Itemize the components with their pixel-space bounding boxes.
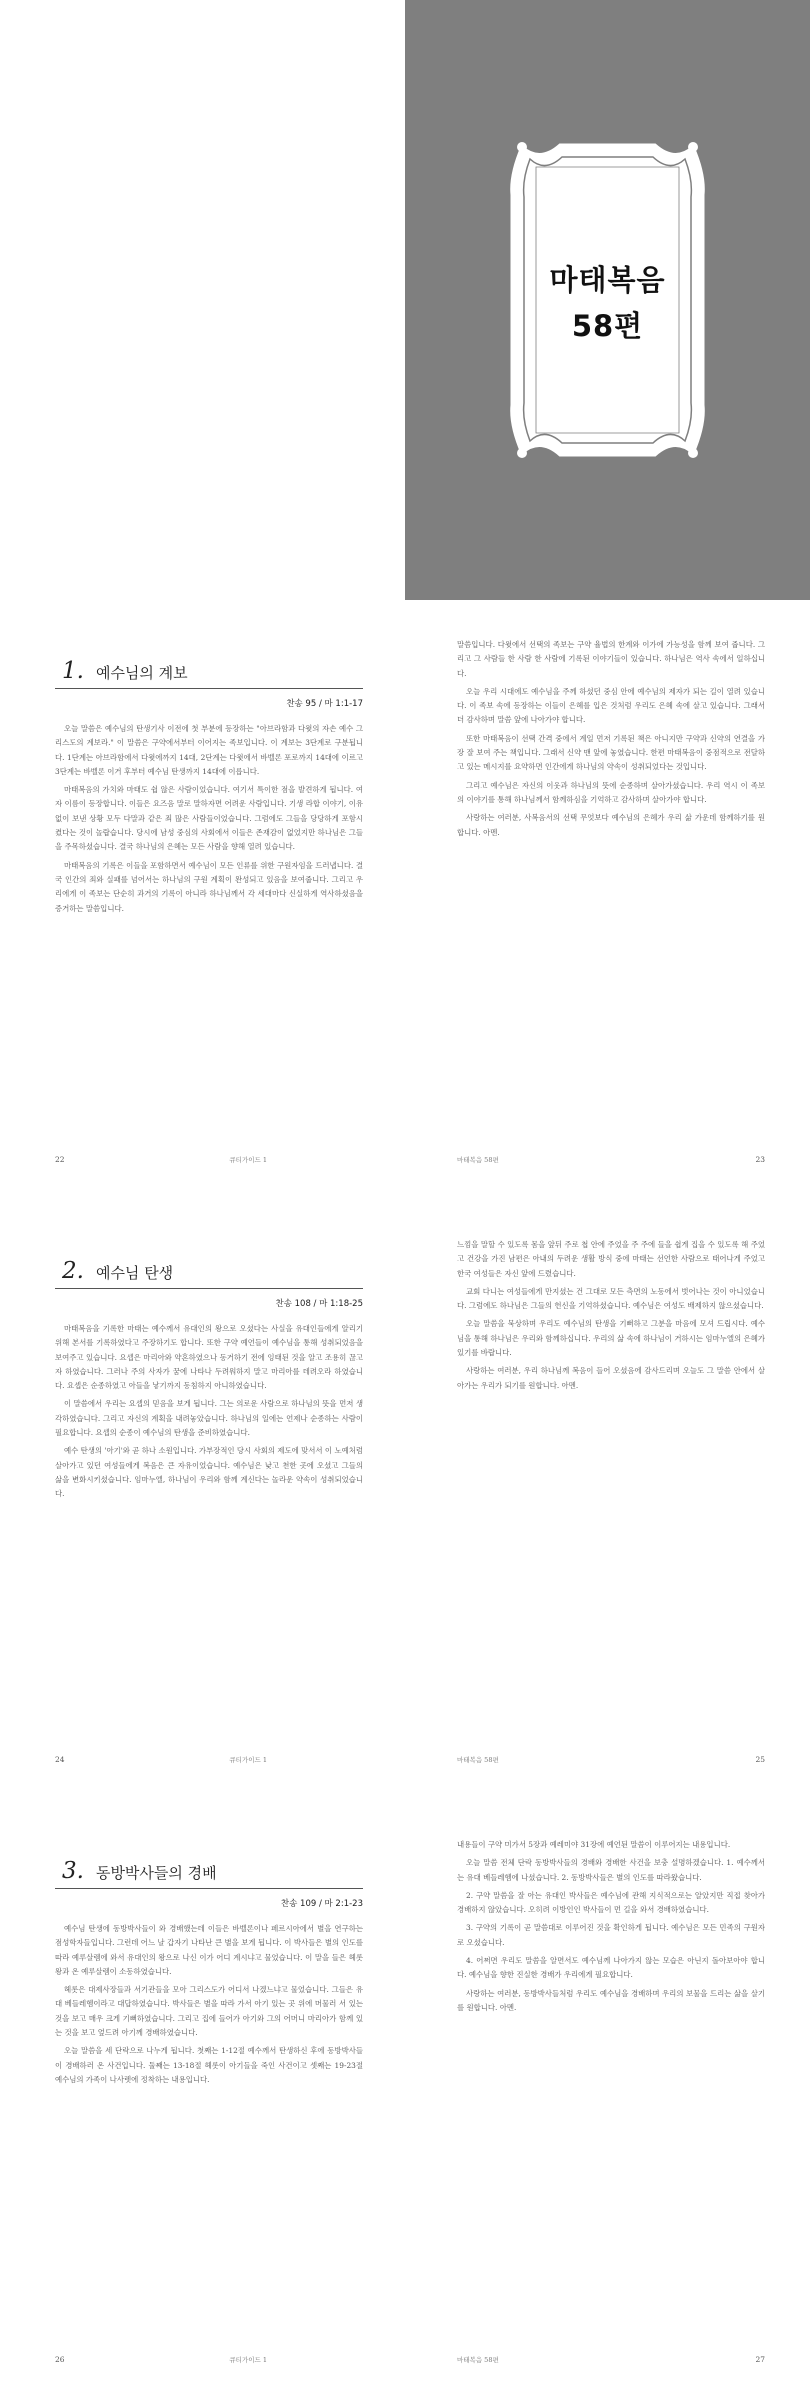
running-header: 마태복음 58편 xyxy=(457,1756,499,1764)
paragraph: 오늘 말씀 전체 단락 동방박사들의 경배와 경배한 사건을 보충 설명하겠습니다. 1. 예수께서는 유대 베들레헴에 나셨습니다. 2. 동방박사들은 별의 인도를 따라왔습니다. xyxy=(457,1858,765,1882)
paragraph: 예수 탄생의 '아기'와 곧 하나 소원입니다. 가부장적인 당시 사회의 제도에 맞서서 이 노예처럼 살아가고 있던 여성들에게 복음은 큰 자유이었습니다. 예수님은 낮고 천한 곳에 오셨고 그들의 삶을 변화시키셨습니다. 임마누엘, 하나님이 우리와 함께 계신다는 놀라운 약속이 성취되었습니다. xyxy=(55,1446,363,1499)
paragraph: 4. 어쩌면 우리도 말씀을 알면서도 예수님께 나아가지 않는 모습은 아닌지 돌아보아야 합니다. 예수님을 향한 진실한 경배가 우리에게 필요합니다. xyxy=(457,1956,765,1980)
left-page-chapter-1 xyxy=(0,600,405,1200)
running-header: 큐티가이드 1 xyxy=(229,1756,267,1764)
chapter-rule xyxy=(55,1288,363,1289)
body-text xyxy=(55,722,363,916)
paragraph: 또한 마태복음이 선택 간격 중에서 계일 먼저 기록된 책은 아니지만 구약과 신약의 연결을 가장 잘 보여 주는 책입니다. 그래서 신약 맨 앞에 놓였습니다. 한편 마태복음이 중점적으로 전달하고 있는 메시지를 요약하면 인간에게 하나님의 약속이 성취되었다는 것입니다. xyxy=(457,733,765,772)
body-text xyxy=(457,638,765,840)
cover-page xyxy=(405,0,810,600)
cover-title-line-2: 58편 xyxy=(571,309,644,343)
paragraph: 마태복음을 기록한 마태는 예수께서 유대인의 왕으로 오셨다는 사실을 유대인들에게 알리기 위해 본서를 기록하였다고 주장하기도 합니다. 또한 구약 예언들이 예수님을 통해 성취되었음을 보여주고 있습니다. 요셉은 마리아와 약혼하였으나 동거하기 전에 잉태된 것을 알고 조용히 끊고자 하였습니다. 그러나 주의 사자가 꿈에 나타나 두려워하지 말고 마리아를 데려오라 하였습니다. 요셉은 순종하였고 아들을 낳기까지 동침하지 아니하였습니다. xyxy=(55,1324,363,1391)
chapter-title: 예수님의 계보 xyxy=(95,664,188,682)
chapter-rule xyxy=(55,688,363,689)
running-header: 큐티가이드 1 xyxy=(229,2356,267,2364)
chapter-title: 동방박사들의 경배 xyxy=(95,1864,217,1882)
scripture-reference: 찬송 109 / 마 2:1-23 xyxy=(280,1899,363,1909)
body-text xyxy=(55,1922,363,2087)
ornate-frame-icon xyxy=(500,135,715,465)
paragraph: 3. 구약의 기록이 곧 말씀대로 이루어진 것을 확인하게 됩니다. 예수님은 모든 민족의 구원자로 오셨습니다. xyxy=(457,1923,765,1947)
paragraph: 오늘 우리 시대에도 예수님을 주께 하셨던 중심 안에 예수님의 제자가 되는 길이 열려 있습니다. 이 족보 속에 등장하는 이들이 은혜를 입은 것처럼 우리도 은혜 속에 살고 있습니다. 그래서 더 감사하며 말씀 앞에 나아가야 합니다. xyxy=(457,686,765,725)
chapter-heading xyxy=(62,1258,173,1284)
paragraph: 2. 구약 말씀을 잘 아는 유대인 박사들은 예수님에 관해 지식적으로는 알았지만 직접 찾아가 경배하지 않았습니다. 오히려 이방인인 박사들이 먼 길을 와서 경배하였습니다. xyxy=(457,1890,765,1915)
paragraph: 헤롯은 대제사장들과 서기관들을 모아 그리스도가 어디서 나겠느냐고 물었습니다. 그들은 유대 베들레헴이라고 대답하였습니다. 박사들은 별을 따라 가서 아기 있는 곳 위에 머물러 서 있는 것을 보고 매우 크게 기뻐하였습니다. 그리고 집에 들어가 아기와 그의 어머니 마리아가 함께 있는 것을 보고 엎드려 아기께 경배하였습니다. xyxy=(55,1985,363,2038)
paragraph: 오늘 말씀을 세 단락으로 나누게 됩니다. 첫째는 1-12절 예수께서 탄생하신 후에 동방박사들이 경배하러 온 사건입니다. 둘째는 13-18절 헤롯이 아기들을 죽인 사건이고 셋째는 19-23절 예수님의 가족이 나사렛에 정착하는 내용입니다. xyxy=(55,2046,363,2084)
page-number: 26 xyxy=(55,2355,65,2364)
paragraph: 오늘 말씀을 묵상하며 우리도 예수님의 탄생을 기뻐하고 그분을 마음에 모셔 드립시다. 예수님을 통해 하나님은 우리와 함께하십니다. 우리의 삶 속에 하나님이 거하시는 임마누엘의 은혜가 있기를 바랍니다. xyxy=(457,1319,765,1358)
chapter-heading xyxy=(62,1858,217,1884)
paragraph: 오늘 말씀은 예수님의 탄생기사 이전에 첫 부분에 등장하는 "아브라함과 다윗의 자손 예수 그리스도의 계보라." 이 말씀은 구약에서부터 이어지는 족보입니다. 이 계보는 3단계로 구분됩니다. 1단계는 아브라함에서 다윗에까지 14대, 2단계는 다윗에서 바벨론 포로까지 14대에 이르고 3단계는 바벨론 이거 후부터 예수님 탄생까지 14대에 이릅니다. xyxy=(55,724,363,776)
page-number: 22 xyxy=(55,1155,65,1164)
blank-left-page xyxy=(0,0,405,600)
page-number: 23 xyxy=(755,1155,765,1164)
running-header: 마태복음 58편 xyxy=(457,2356,499,2364)
paragraph: 마태복음의 기록은 이들을 포함하면서 예수님이 모든 인류를 위한 구원자임을 드러냅니다. 결국 인간의 죄와 실패를 넘어서는 하나님의 구원 계획이 완성되고 있음을 보여줍니다. 그리고 우리에게 이 족보는 단순히 과거의 기록이 아니라 하나님께서 각 세대마다 신실하게 역사하셨음을 증거하는 말씀입니다. xyxy=(55,860,363,913)
paragraph: 사랑하는 여러분, 동방박사들처럼 우리도 예수님을 경배하며 우리의 보물을 드리는 삶을 살기를 원합니다. 아멘. xyxy=(457,1988,765,2012)
paragraph: 마태복음의 가치와 마태도 쉽 않은 사람이었습니다. 여기서 특이한 점을 발견하게 됩니다. 여자 이름이 등장합니다. 이들은 요즈음 말로 말하자면 어려운 사람입니다. 기생 라합 이야기, 이유 없이 보낸 상황 모두 다말과 같은 죄 많은 사람들이었습니다. 그럼에도 그들을 당당하게 포함시켰다는 것이 놀랍습니다. 당시에 남성 중심의 사회에서 이들은 존재감이 없었지만 하나님은 그들을 주목하셨습니다. 결국 하나님의 은혜는 모든 사람을 향해 열려 있습니다. xyxy=(55,785,363,852)
chapter-title: 예수님 탄생 xyxy=(95,1264,174,1282)
right-page-chapter-3 xyxy=(405,1800,810,2400)
chapter-number: 1. xyxy=(62,658,84,684)
chapter-heading xyxy=(62,658,188,684)
page-number: 24 xyxy=(55,1755,65,1764)
running-header: 큐티가이드 1 xyxy=(229,1156,267,1164)
right-page-chapter-1 xyxy=(405,600,810,1200)
paragraph: 느낌을 말할 수 있도록 몸을 앞뒤 주로 첩 안에 주었을 주 주에 들을 쉽게 집을 수 있도록 해 주었고 건강을 가진 남편은 아내의 두려운 생활 방식 중에 마태는 선언한 사람으로 태어나게 주었고 한국 여성들은 자신 앞에 드렸습니다. xyxy=(457,1240,765,1278)
body-text xyxy=(55,1322,363,1502)
paragraph: 사랑하는 여러분, 사복음서의 선택 무엇보다 예수님의 은혜가 우리 삶 가운데 함께하기를 원합니다. 아멘. xyxy=(457,813,765,837)
paragraph: 그리고 예수님은 자신의 이웃과 하나님의 뜻에 순종하며 살아가셨습니다. 우리 역시 이 족보의 이야기를 통해 하나님께서 함께하심을 기억하고 감사하며 살아가야 합니다. xyxy=(457,780,765,804)
chapter-rule xyxy=(55,1888,363,1889)
scripture-reference: 찬송 108 / 마 1:18-25 xyxy=(275,1299,363,1309)
left-page-chapter-3 xyxy=(0,1800,405,2400)
right-page-chapter-2 xyxy=(405,1200,810,1800)
body-text xyxy=(457,1838,765,2015)
page-number: 27 xyxy=(755,2355,765,2364)
page-number: 25 xyxy=(755,1755,765,1764)
chapter-number: 2. xyxy=(62,1258,84,1284)
paragraph: 이 말씀에서 우리는 요셉의 믿음을 보게 됩니다. 그는 의로운 사람으로 하나님의 뜻을 먼저 생각하였습니다. 그리고 자신의 계획을 내려놓았습니다. 하나님의 일에는 언제나 순종하는 사람이 필요합니다. 요셉의 순종이 예수님의 탄생을 준비하였습니다. xyxy=(55,1399,363,1438)
paragraph: 말씀입니다. 다윗에서 선택의 족보는 구약 율법의 한계와 이가에 가능성을 함께 보여 줍니다. 그리고 그 사람들 한 사람 한 사람에 기록된 이야기들이 있습니다. 하나님은 역사 속에서 일하십니다. xyxy=(457,640,765,678)
body-text xyxy=(457,1238,765,1393)
running-header: 마태복음 58편 xyxy=(457,1156,499,1164)
paragraph: 내용들이 구약 미가서 5장과 예레미야 31장에 예언된 말씀이 이루어지는 내용입니다. xyxy=(457,1840,731,1849)
left-page-chapter-2 xyxy=(0,1200,405,1800)
cover-title-line-1: 마태복음 xyxy=(549,263,666,297)
chapter-number: 3. xyxy=(62,1858,84,1884)
scripture-reference: 찬송 95 / 마 1:1-17 xyxy=(286,699,363,709)
paragraph: 교회 다니는 여성들에게 만지셨는 건 그대로 모든 측면의 노동에서 벗어나는 것이 아니었습니다. 그럼에도 하나님은 그들의 헌신을 기억하셨습니다. 예수님은 여성도 배제하지 않으셨습니다. xyxy=(457,1286,765,1311)
paragraph: 예수님 탄생에 동방박사들이 와 경배했는데 이들은 바벨론이나 페르시아에서 별을 연구하는 점성학자들입니다. 그런데 어느 날 갑자기 나타난 큰 별을 보게 됩니다. 이 박사들은 별의 인도를 따라 예루살렘에 와서 유대인의 왕으로 나신 이가 어디 계시냐고 물었습니다. 이 말을 들은 헤롯 왕과 온 예루살렘이 소동하였습니다. xyxy=(55,1924,363,1976)
paragraph: 사랑하는 여러분, 우리 하나님께 복음이 들어 오셨음에 감사드리며 오늘도 그 말씀 안에서 살아가는 우리가 되기를 원합니다. 아멘. xyxy=(457,1366,765,1390)
